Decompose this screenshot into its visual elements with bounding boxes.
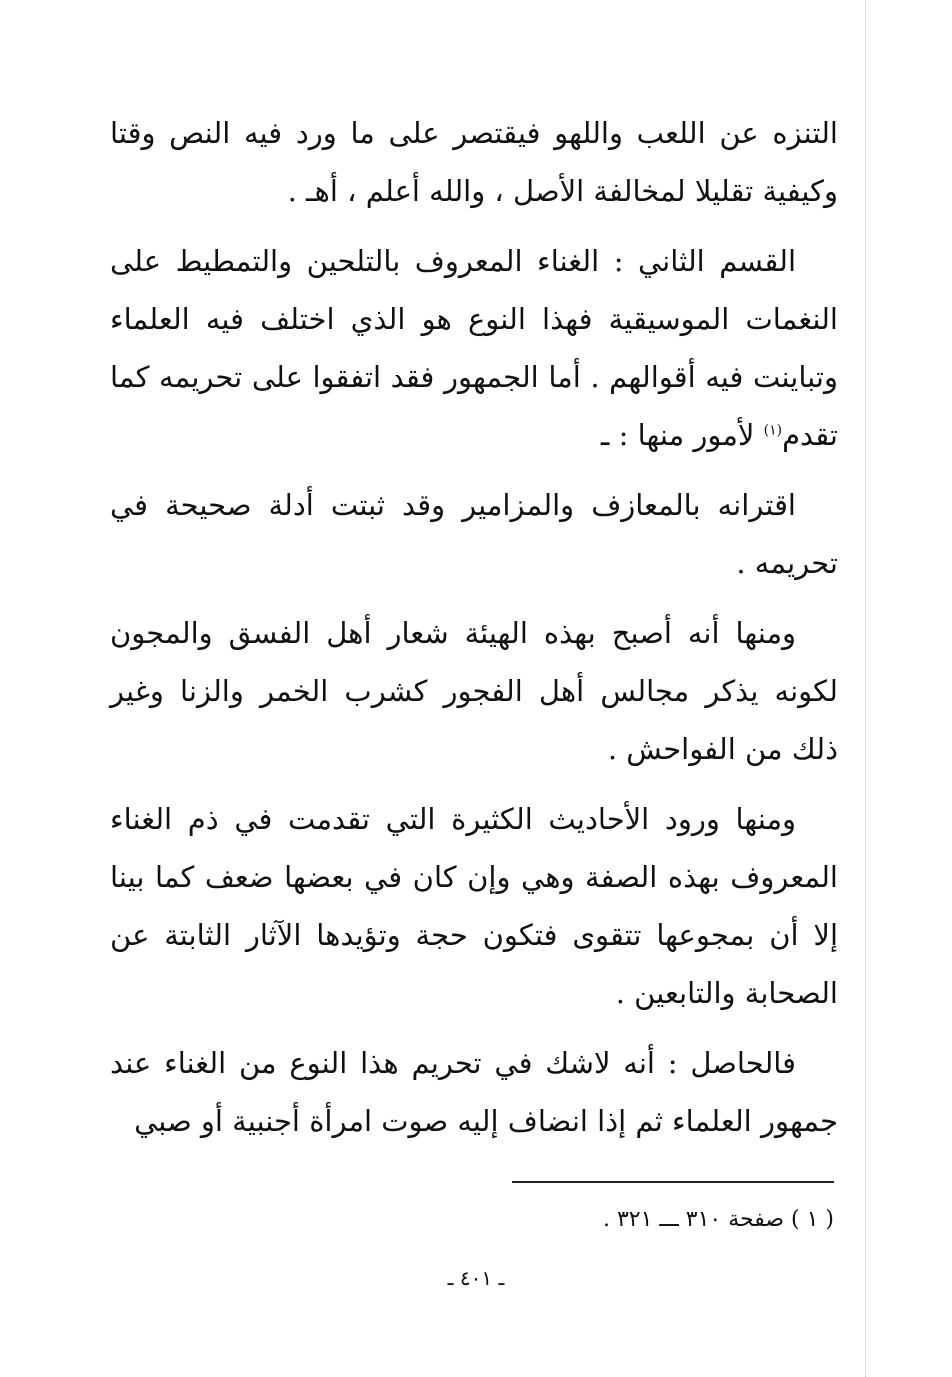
main-text [110,104,838,1162]
footnote-divider [512,1181,834,1183]
footnote-reference: (١) [763,422,783,439]
paragraph-6: فالحاصل : أنه لاشك في تحريم هذا النوع من الغناء عند جمهور العلماء ثم إذا انضاف إليه صوت امرأة أجنبية أو صبي [110,1046,838,1138]
paragraph-2-tail-after: لأمور منها : ـ [600,418,764,452]
paragraph-2-tail-before: كما تقدم [110,360,838,452]
paragraph-4: ومنها أنه أصبح بهذه الهيئة شعار أهل الفسق والمجون لكونه يذكر مجالس أهل الفجور كشرب الخمر والزنا وغير ذلك من الفواحش . [110,616,838,766]
paragraph-3: اقترانه بالمعازف والمزامير وقد ثبتت أدلة صحيحة في تحريمه . [110,488,838,580]
paragraph-2-body: القسم الثاني : الغناء المعروف بالتلحين والتمطيط على النغمات الموسيقية فهذا النوع هو الذي اختلف فيه العلماء وتباينت فيه أقوالهم . أما الجمهور فقد اتفقوا على تحريمه [110,244,838,394]
page-number: ـ ٤٠١ ـ [447,1266,505,1290]
paragraph-2 [110,232,838,464]
footnote: ( ١ ) صفحة ٣١٠ ـــ ٣٢١ . [602,1207,834,1232]
scan-margin-mark [864,0,866,1377]
paragraph-5: ومنها ورود الأحاديث الكثيرة التي تقدمت في ذم الغناء المعروف بهذه الصفة وهي وإن كان في بعضها ضعف كما بينا إلا أن بمجوعها تتقوى فتكون حجة وتؤيدها الآثار الثابتة عن الصحابة والتابعين . [110,802,838,1010]
paragraph-1: التنزه عن اللعب واللهو فيقتصر على ما ورد فيه النص وقتا وكيفية تقليلا لمخالفة الأصل ، والله أعلم ، أهـ . [110,116,838,208]
